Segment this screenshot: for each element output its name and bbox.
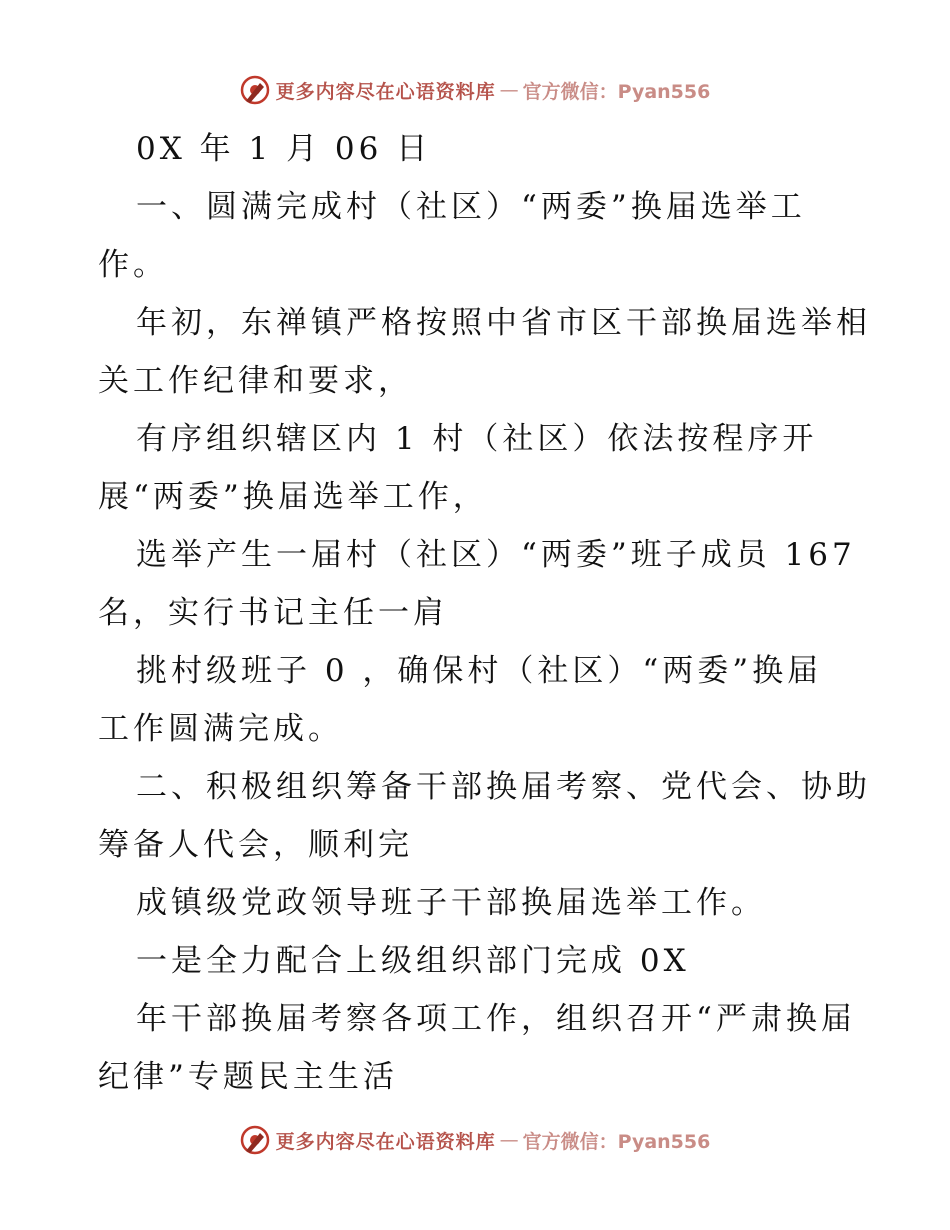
watermark-separator: — [499,79,519,101]
section-heading-1: 一、圆满完成村（社区）“两委”换届选举工 [136,189,806,225]
watermark-separator: — [499,1129,519,1151]
pen-logo-icon [240,75,270,105]
paragraph-line: 成镇级党政领导班子干部换届选举工作。 [136,885,766,921]
paragraph-line: 一是全力配合上级组织部门完成 0X [136,943,690,979]
section-heading-2: 二、积极组织筹备干部换届考察、党代会、协助 [136,769,871,805]
paragraph-line: 选举产生一届村（社区）“两委”班子成员 167 [136,537,856,573]
pen-logo-icon [240,1125,270,1155]
paragraph-line: 年初，东禅镇严格按照中省市区干部换届选举相 [136,305,871,341]
paragraph-line: 展“两委”换届选举工作， [98,479,488,515]
paragraph-line: 挑村级班子 0 ，确保村（社区）“两委”换届 [136,653,823,689]
section-heading-2-cont: 筹备人代会，顺利完 [98,827,413,863]
section-heading-1-cont: 作。 [98,247,168,283]
paragraph-line: 关工作纪律和要求， [98,363,413,399]
paragraph-line: 有序组织辖区内 1 村（社区）依法按程序开 [136,421,818,457]
date-line: 0X 年 1 月 06 日 [136,131,432,167]
watermark-wechat: 官方微信：Pyan556 [522,1130,711,1153]
watermark-text: 更多内容尽在心语资料库 [275,80,496,103]
footer-watermark [0,1120,950,1160]
header-watermark [0,70,950,110]
watermark-wechat: 官方微信：Pyan556 [522,80,711,103]
paragraph-line: 名，实行书记主任一肩 [98,595,448,631]
paragraph-line: 工作圆满完成。 [98,711,343,747]
watermark-text: 更多内容尽在心语资料库 [275,1130,496,1153]
document-body [98,120,871,1106]
paragraph-line: 年干部换届考察各项工作，组织召开“严肃换届 [136,1001,856,1037]
paragraph-line: 纪律”专题民主生活 [98,1059,398,1095]
